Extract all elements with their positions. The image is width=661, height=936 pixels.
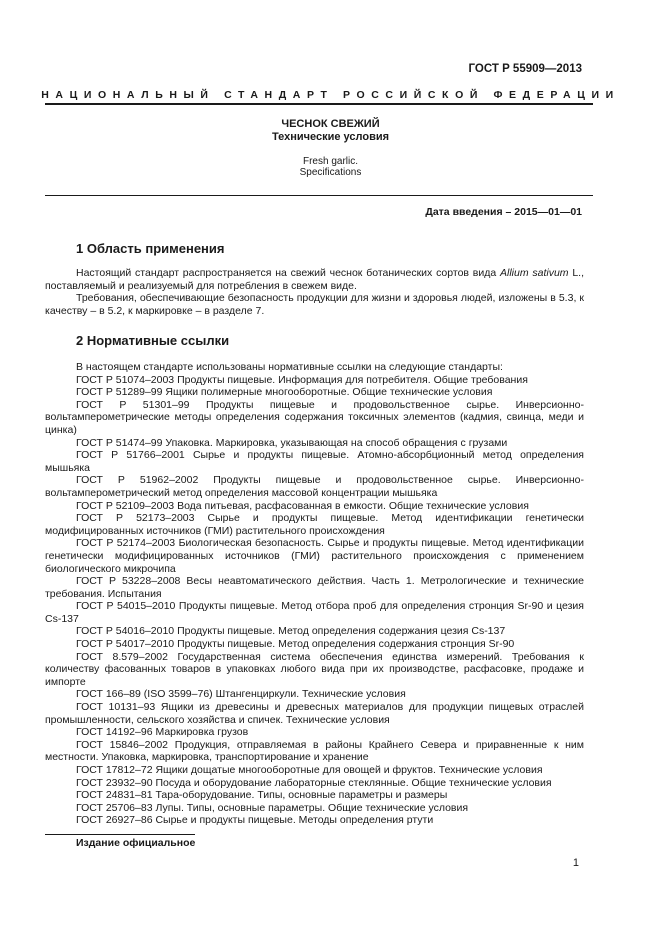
introduction-date: Дата введения – 2015—01—01 — [425, 206, 582, 218]
scope-paragraph: Настоящий стандарт распространяется на свежий чеснок ботанических сортов вида Allium sativum L., поставляемый и реализуемый для потребления в свежем виде. — [45, 267, 585, 292]
reference-item: ГОСТ 14192–96 Маркировка грузов — [76, 726, 249, 739]
section-1-body — [45, 267, 584, 317]
reference-item: ГОСТ Р 54017–2010 Продукты пищевые. Метод определения содержания стронция Sr-90 — [76, 638, 515, 651]
reference-item: ГОСТ Р 54016–2010 Продукты пищевые. Метод определения содержания цезия Cs-137 — [76, 625, 506, 638]
gost-code: ГОСТ Р 55909—2013 — [468, 63, 582, 75]
title-rule — [45, 195, 593, 196]
header-rule — [45, 103, 593, 105]
reference-item: ГОСТ 8.579–2002 Государственная система обеспечения единства измерений. Требования к количеству фасованных товаров в упаковках любого вида при их производстве, расфасовке, продаже и импорте — [45, 650, 584, 688]
reference-item: ГОСТ 24831–81 Тара-оборудование. Типы, основные параметры и размеры — [76, 789, 448, 802]
page-number: 1 — [572, 857, 579, 869]
reference-item: ГОСТ Р 51301–99 Продукты пищевые и продовольственное сырье. Инверсионно-вольтамперометрические методы определения содержания токсичных элементов (кадмия, свинца, меди и цинка) — [45, 398, 584, 436]
reference-item: ГОСТ Р 54015–2010 Продукты пищевые. Метод отбора проб для определения стронция Sr-90 и цезия Cs-137 — [45, 600, 584, 625]
document-title: ЧЕСНОК СВЕЖИЙ — [281, 118, 380, 130]
english-subtitle: Specifications — [299, 167, 362, 178]
official-edition-label: Издание официальное — [76, 837, 196, 849]
section-2-heading: 2 Нормативные ссылки — [76, 333, 230, 348]
reference-item: ГОСТ Р 51289–99 Ящики полимерные многооборотные. Общие технические условия — [76, 386, 493, 399]
references-intro: В настоящем стандарте использованы нормативные ссылки на следующие стандарты: — [76, 361, 503, 373]
reference-item: ГОСТ 166–89 (ISO 3599–76) Штангенциркули. Технические условия — [76, 688, 406, 701]
reference-item: ГОСТ Р 51074–2003 Продукты пищевые. Информация для потребителя. Общие требования — [76, 373, 528, 386]
english-title: Fresh garlic. — [302, 156, 358, 167]
reference-item: ГОСТ Р 52174–2003 Биологическая безопасность. Сырье и продукты пищевые. Метод идентификации генетически модифицированных источников (ГМИ) растительного происхождения с применением биологического микрочипа — [45, 537, 584, 575]
reference-item: ГОСТ Р 51474–99 Упаковка. Маркировка, указывающая на способ обращения с грузами — [76, 436, 508, 449]
reference-item: ГОСТ 26927–86 Сырье и продукты пищевые. Методы определения ртути — [76, 814, 434, 827]
document-subtitle: Технические условия — [271, 131, 390, 143]
latin-species-name: Allium sativum — [499, 267, 569, 279]
reference-item: ГОСТ Р 52173–2003 Сырье и продукты пищевые. Метод идентификации генетически модифицированных источников (ГМИ) растительного происхождения — [45, 512, 584, 537]
national-standard-banner: НАЦИОНАЛЬНЫЙ СТАНДАРТ РОССИЙСКОЙ ФЕДЕРАЦИИ — [41, 89, 620, 101]
reference-item: ГОСТ 17812–72 Ящики дощатые многооборотные для овощей и фруктов. Технические условия — [76, 764, 543, 776]
section-1-heading: 1 Область применения — [76, 241, 225, 256]
footer-rule — [45, 834, 195, 835]
reference-item: ГОСТ Р 52109–2003 Вода питьевая, расфасованная в емкости. Общие технические условия — [76, 499, 529, 512]
reference-item: ГОСТ 23932–90 Посуда и оборудование лабораторные стеклянные. Общие технические условия — [76, 776, 552, 789]
reference-item: ГОСТ Р 51962–2002 Продукты пищевые и продовольственное сырье. Инверсионно-вольтамперометрический метод определения массовой концентрации мышьяка — [45, 474, 584, 499]
reference-item: ГОСТ 15846–2002 Продукция, отправляемая в районы Крайнего Севера и приравненные к ним местности. Упаковка, маркировка, транспортирование и хранение — [45, 738, 584, 764]
reference-item: ГОСТ Р 51766–2001 Сырье и продукты пищевые. Атомно-абсорбционный метод определения мышьяка — [45, 449, 584, 474]
reference-item: ГОСТ 25706–83 Лупы. Типы, основные параметры. Общие технические условия — [76, 801, 469, 814]
reference-item: ГОСТ Р 53228–2008 Весы неавтоматического действия. Часть 1. Метрологические и технические требования. Испытания — [45, 575, 584, 600]
reference-item: ГОСТ 10131–93 Ящики из древесины и древесных материалов для продукции пищевых отраслей промышленности, сельского хозяйства и спичек. Технические условия — [45, 701, 584, 726]
normative-references — [45, 361, 584, 827]
references-list — [45, 374, 584, 827]
safety-requirements-paragraph: Требования, обеспечивающие безопасность продукции для жизни и здоровья людей, изложены в 5.3, к качеству – в 5.2, к маркировке – в разделе 7. — [45, 292, 584, 317]
